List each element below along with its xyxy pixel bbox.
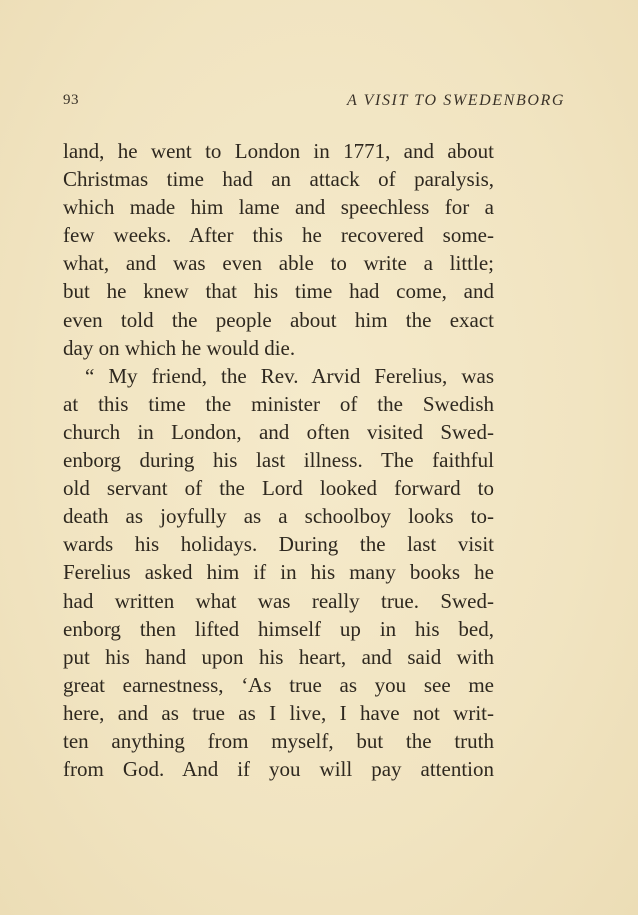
text-line: Christmas time had an attack of paralysis,: [63, 167, 494, 192]
text-line: day on which he would die.: [63, 335, 296, 360]
page-number: 93: [63, 92, 79, 108]
text-line: few weeks. After this he recovered some-: [63, 223, 494, 248]
running-title: A VISIT TO SWEDENBORG: [346, 92, 565, 109]
page-header: [63, 92, 565, 112]
text-line: even told the people about him the exact: [63, 307, 494, 332]
text-line: from God. And if you will pay attention: [63, 757, 494, 782]
text-line: “ My friend, the Rev. Arvid Ferelius, was: [85, 363, 494, 388]
text-line: great earnestness, ‘As true as you see me: [63, 672, 494, 697]
text-line: enborg then lifted himself up in his bed,: [63, 616, 494, 641]
text-line: wards his holidays. During the last visit: [63, 532, 494, 557]
text-line: which made him lame and speechless for a: [63, 195, 494, 220]
text-line: ten anything from myself, but the truth: [63, 728, 494, 753]
text-line: death as joyfully as a schoolboy looks to-: [63, 504, 494, 529]
text-line: old servant of the Lord looked forward to: [63, 476, 494, 501]
text-line: had written what was really true. Swed-: [63, 588, 494, 613]
text-line: but he knew that his time had come, and: [63, 279, 494, 304]
text-line: church in London, and often visited Swed-: [63, 419, 494, 444]
text-line: here, and as true as I live, I have not writ-: [63, 700, 494, 725]
text-line: enborg during his last illness. The faithful: [63, 448, 494, 473]
text-line: what, and was even able to write a little;: [63, 251, 494, 276]
text-line: at this time the minister of the Swedish: [63, 391, 494, 416]
text-line: put his hand upon his heart, and said with: [63, 644, 494, 669]
body-text: [63, 137, 494, 783]
text-line: land, he went to London in 1771, and about: [63, 139, 494, 163]
text-line: Ferelius asked him if in his many books he: [63, 560, 494, 585]
